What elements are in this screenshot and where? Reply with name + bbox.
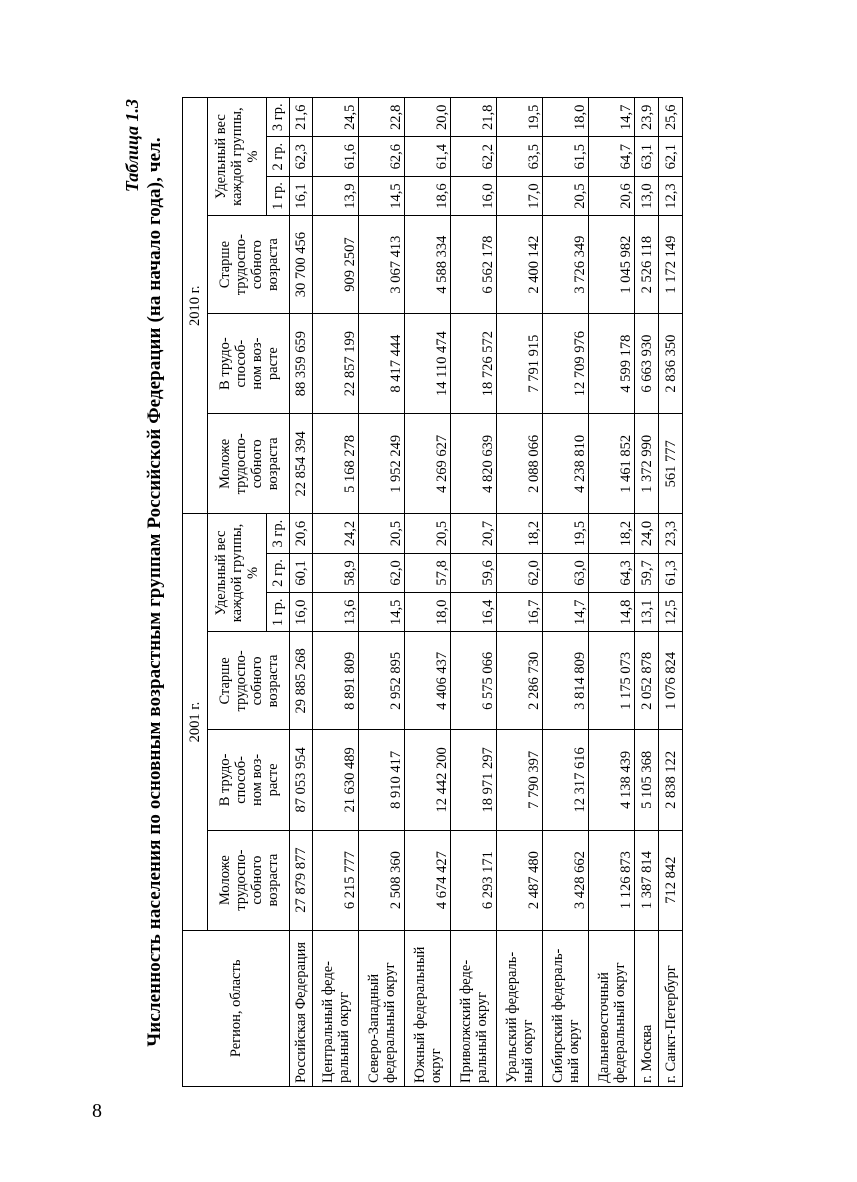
share-header: Удельный вес каждой группы, % xyxy=(208,98,267,216)
table-number: Таблица 1.3 xyxy=(122,99,142,193)
value-cell: 8 910 417 xyxy=(359,730,405,830)
younger-header: Моложе трудоспо- собного возраста xyxy=(208,414,290,514)
value-cell: 22,8 xyxy=(359,98,405,137)
value-cell: 1 045 982 xyxy=(589,216,635,314)
value-cell: 1 126 873 xyxy=(589,830,635,930)
value-cell: 19,5 xyxy=(543,514,589,553)
value-cell: 25,6 xyxy=(659,98,683,137)
value-cell: 14,7 xyxy=(589,98,635,137)
value-cell: 13,0 xyxy=(635,176,659,215)
table-row xyxy=(359,98,405,1087)
value-cell: 6 663 930 xyxy=(635,314,659,414)
table-row xyxy=(497,98,543,1087)
value-cell: 4 599 178 xyxy=(589,314,635,414)
value-cell: 2 088 066 xyxy=(497,414,543,514)
working-header: В трудо- способ- ном воз- расте xyxy=(208,314,290,414)
region-cell: Южный федеральный округ xyxy=(405,930,451,1086)
value-cell: 18 726 572 xyxy=(451,314,497,414)
region-cell: Приволжский феде-ральный округ xyxy=(451,930,497,1086)
value-cell: 19,5 xyxy=(497,98,543,137)
value-cell: 16,0 xyxy=(451,176,497,215)
page-number: 8 xyxy=(92,1100,102,1122)
value-cell: 24,2 xyxy=(313,514,359,553)
value-cell: 3 428 662 xyxy=(543,830,589,930)
value-cell: 13,9 xyxy=(313,176,359,215)
region-cell: г. Москва xyxy=(635,930,659,1086)
value-cell: 30 700 456 xyxy=(290,216,313,314)
value-cell: 18,2 xyxy=(497,514,543,553)
value-cell: 59,6 xyxy=(451,553,497,592)
value-cell: 1 461 852 xyxy=(589,414,635,514)
value-cell: 12,3 xyxy=(659,176,683,215)
value-cell: 6 575 066 xyxy=(451,632,497,730)
value-cell: 61,4 xyxy=(405,137,451,176)
value-cell: 16,1 xyxy=(290,176,313,215)
table-row xyxy=(290,98,313,1087)
value-cell: 2 052 878 xyxy=(635,632,659,730)
value-cell: 21,8 xyxy=(451,98,497,137)
group-3-header: 3 гр. xyxy=(267,514,290,553)
region-header: Регион, область xyxy=(183,930,290,1086)
value-cell: 13,6 xyxy=(313,593,359,632)
table-body xyxy=(290,98,683,1087)
value-cell: 62,0 xyxy=(497,553,543,592)
older-header: Старше трудоспо- собного возраста xyxy=(208,632,290,730)
value-cell: 2 952 895 xyxy=(359,632,405,730)
value-cell: 23,3 xyxy=(659,514,683,553)
working-header: В трудо- способ- ном воз- расте xyxy=(208,730,290,830)
value-cell: 16,4 xyxy=(451,593,497,632)
value-cell: 18,0 xyxy=(543,98,589,137)
value-cell: 87 053 954 xyxy=(290,730,313,830)
value-cell: 8 891 809 xyxy=(313,632,359,730)
value-cell: 58,9 xyxy=(313,553,359,592)
rotated-table-page xyxy=(120,89,740,1095)
value-cell: 2 838 122 xyxy=(659,730,683,830)
year-2010-header: 2010 г. xyxy=(183,98,208,514)
group-2-header: 2 гр. xyxy=(267,137,290,176)
region-cell: Северо-Западный федеральный округ xyxy=(359,930,405,1086)
value-cell: 6 562 178 xyxy=(451,216,497,314)
value-cell: 29 885 268 xyxy=(290,632,313,730)
value-cell: 1 372 990 xyxy=(635,414,659,514)
value-cell: 62,6 xyxy=(359,137,405,176)
value-cell: 5 168 278 xyxy=(313,414,359,514)
population-table xyxy=(182,97,683,1087)
value-cell: 5 105 368 xyxy=(635,730,659,830)
value-cell: 14 110 474 xyxy=(405,314,451,414)
group-1-header: 1 гр. xyxy=(267,176,290,215)
group-1-header: 1 гр. xyxy=(267,593,290,632)
value-cell: 63,0 xyxy=(543,553,589,592)
value-cell: 18 971 297 xyxy=(451,730,497,830)
value-cell: 20,6 xyxy=(589,176,635,215)
value-cell: 4 406 437 xyxy=(405,632,451,730)
value-cell: 21,6 xyxy=(290,98,313,137)
value-cell: 23,9 xyxy=(635,98,659,137)
value-cell: 14,5 xyxy=(359,593,405,632)
value-cell: 1 952 249 xyxy=(359,414,405,514)
value-cell: 62,0 xyxy=(359,553,405,592)
value-cell: 909 2507 xyxy=(313,216,359,314)
younger-header: Моложе трудоспо- собного возраста xyxy=(208,830,290,930)
value-cell: 20,7 xyxy=(451,514,497,553)
value-cell: 14,5 xyxy=(359,176,405,215)
value-cell: 2 400 142 xyxy=(497,216,543,314)
value-cell: 63,5 xyxy=(497,137,543,176)
value-cell: 63,1 xyxy=(635,137,659,176)
value-cell: 2 836 350 xyxy=(659,314,683,414)
value-cell: 18,0 xyxy=(405,593,451,632)
value-cell: 61,3 xyxy=(659,553,683,592)
group-2-header: 2 гр. xyxy=(267,553,290,592)
value-cell: 61,5 xyxy=(543,137,589,176)
value-cell: 1 175 073 xyxy=(589,632,635,730)
value-cell: 24,0 xyxy=(635,514,659,553)
value-cell: 2 487 480 xyxy=(497,830,543,930)
value-cell: 3 067 413 xyxy=(359,216,405,314)
value-cell: 16,7 xyxy=(497,593,543,632)
table-row xyxy=(313,98,359,1087)
share-header: Удельный вес каждой группы, % xyxy=(208,514,267,632)
region-cell: Центральный феде-ральный округ xyxy=(313,930,359,1086)
value-cell: 14,7 xyxy=(543,593,589,632)
value-cell: 24,5 xyxy=(313,98,359,137)
value-cell: 59,7 xyxy=(635,553,659,592)
value-cell: 20,5 xyxy=(359,514,405,553)
value-cell: 1 076 824 xyxy=(659,632,683,730)
value-cell: 1 172 149 xyxy=(659,216,683,314)
value-cell: 7 790 397 xyxy=(497,730,543,830)
value-cell: 2 526 118 xyxy=(635,216,659,314)
value-cell: 57,8 xyxy=(405,553,451,592)
table-row xyxy=(635,98,659,1087)
value-cell: 8 417 444 xyxy=(359,314,405,414)
value-cell: 20,6 xyxy=(290,514,313,553)
value-cell: 27 879 877 xyxy=(290,830,313,930)
region-cell: Российская Федерация xyxy=(290,930,313,1086)
value-cell: 12 317 616 xyxy=(543,730,589,830)
value-cell: 6 215 777 xyxy=(313,830,359,930)
value-cell: 712 842 xyxy=(659,830,683,930)
value-cell: 60,1 xyxy=(290,553,313,592)
value-cell: 4 269 627 xyxy=(405,414,451,514)
value-cell: 18,2 xyxy=(589,514,635,553)
value-cell: 1 387 814 xyxy=(635,830,659,930)
value-cell: 20,5 xyxy=(543,176,589,215)
region-cell: Сибирский федераль-ный округ xyxy=(543,930,589,1086)
value-cell: 64,3 xyxy=(589,553,635,592)
table-title: Численность населения по основным возрастным группам Российской Федерации (на начало года), чел. xyxy=(144,137,165,1047)
value-cell: 4 674 427 xyxy=(405,830,451,930)
value-cell: 2 286 730 xyxy=(497,632,543,730)
value-cell: 21 630 489 xyxy=(313,730,359,830)
table-row xyxy=(543,98,589,1087)
value-cell: 4 588 334 xyxy=(405,216,451,314)
value-cell: 16,0 xyxy=(290,593,313,632)
value-cell: 12 709 976 xyxy=(543,314,589,414)
value-cell: 561 777 xyxy=(659,414,683,514)
value-cell: 7 791 915 xyxy=(497,314,543,414)
value-cell: 20,5 xyxy=(405,514,451,553)
region-cell: Уральский федераль-ный округ xyxy=(497,930,543,1086)
value-cell: 61,6 xyxy=(313,137,359,176)
value-cell: 2 508 360 xyxy=(359,830,405,930)
group-3-header: 3 гр. xyxy=(267,98,290,137)
value-cell: 17,0 xyxy=(497,176,543,215)
value-cell: 4 820 639 xyxy=(451,414,497,514)
value-cell: 88 359 659 xyxy=(290,314,313,414)
value-cell: 14,8 xyxy=(589,593,635,632)
value-cell: 62,2 xyxy=(451,137,497,176)
table-row xyxy=(451,98,497,1087)
table-row xyxy=(659,98,683,1087)
value-cell: 6 293 171 xyxy=(451,830,497,930)
older-header: Старше трудоспо- собного возраста xyxy=(208,216,290,314)
value-cell: 4 238 810 xyxy=(543,414,589,514)
region-cell: Дальневосточный федеральный округ xyxy=(589,930,635,1086)
value-cell: 64,7 xyxy=(589,137,635,176)
table-row xyxy=(589,98,635,1087)
value-cell: 18,6 xyxy=(405,176,451,215)
value-cell: 3 726 349 xyxy=(543,216,589,314)
region-cell: г. Санкт-Петербург xyxy=(659,930,683,1086)
year-2001-header: 2001 г. xyxy=(183,514,208,930)
table-row xyxy=(405,98,451,1087)
value-cell: 20,0 xyxy=(405,98,451,137)
value-cell: 62,3 xyxy=(290,137,313,176)
value-cell: 62,1 xyxy=(659,137,683,176)
value-cell: 22 857 199 xyxy=(313,314,359,414)
value-cell: 22 854 394 xyxy=(290,414,313,514)
value-cell: 12,5 xyxy=(659,593,683,632)
value-cell: 12 442 200 xyxy=(405,730,451,830)
value-cell: 3 814 809 xyxy=(543,632,589,730)
value-cell: 4 138 439 xyxy=(589,730,635,830)
value-cell: 13,1 xyxy=(635,593,659,632)
